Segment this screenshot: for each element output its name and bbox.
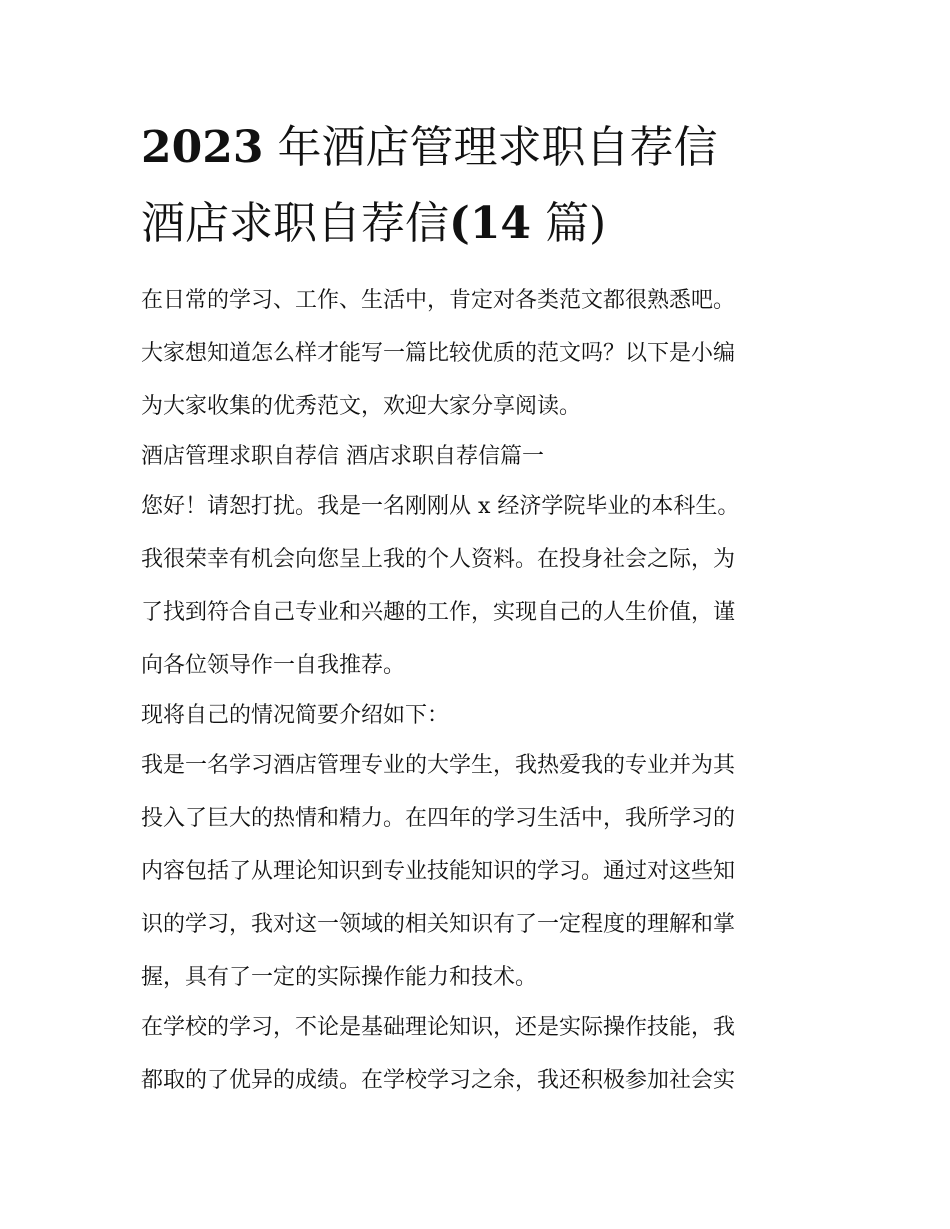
title-text-1: 年酒店管理求职自荐信 bbox=[277, 122, 718, 173]
text-line: 识的学习，我对这一领域的相关知识有了一定程度的理解和掌 bbox=[141, 912, 736, 937]
text-line: 我很荣幸有机会向您呈上我的个人资料。在投身社会之际，为 bbox=[141, 547, 736, 572]
text-line: 酒店管理求职自荐信 酒店求职自荐信篇一 bbox=[141, 444, 544, 469]
text-line: 现将自己的情况简要介绍如下： bbox=[141, 703, 450, 728]
text-line: 您好！请恕打扰。我是一名刚刚从 x 经济学院毕业的本科生。 bbox=[141, 494, 740, 519]
paragraph-school bbox=[141, 1009, 813, 1100]
paragraph-intro-self bbox=[141, 697, 813, 735]
text-line: 大家想知道怎么样才能写一篇比较优质的范文吗？以下是小编 bbox=[141, 341, 736, 366]
text-line: 握，具有了一定的实际操作能力和技术。 bbox=[141, 965, 538, 990]
title-text-2b: 篇) bbox=[545, 198, 607, 249]
title-line-1 bbox=[141, 120, 821, 176]
text-line: 投入了巨大的热情和精力。在四年的学习生活中，我所学习的 bbox=[141, 806, 736, 831]
text-line: 了找到符合自己专业和兴趣的工作，实现自己的人生价值，谨 bbox=[141, 600, 736, 625]
text-line: 在学校的学习，不论是基础理论知识，还是实际操作技能，我 bbox=[141, 1015, 736, 1040]
title-count: (14 bbox=[449, 198, 532, 249]
section-heading bbox=[141, 438, 813, 476]
text-line: 在日常的学习、工作、生活中，肯定对各类范文都很熟悉吧。 bbox=[141, 288, 736, 313]
text-line: 为大家收集的优秀范文，欢迎大家分享阅读。 bbox=[141, 394, 582, 419]
title-year: 2023 bbox=[141, 122, 264, 173]
title-line-2 bbox=[141, 196, 821, 252]
paragraph-major bbox=[141, 747, 813, 997]
text-line: 内容包括了从理论知识到专业技能知识的学习。通过对这些知 bbox=[141, 859, 736, 884]
text-line: 向各位领导作一自我推荐。 bbox=[141, 653, 406, 678]
text-line: 我是一名学习酒店管理专业的大学生，我热爱我的专业并为其 bbox=[141, 753, 736, 778]
text-line: 都取的了优异的成绩。在学校学习之余，我还积极参加社会实 bbox=[141, 1068, 736, 1093]
document-body bbox=[141, 282, 813, 1112]
title-text-2a: 酒店求职自荐信 bbox=[141, 198, 449, 249]
paragraph-intro bbox=[141, 282, 813, 426]
paragraph-greeting bbox=[141, 488, 813, 685]
